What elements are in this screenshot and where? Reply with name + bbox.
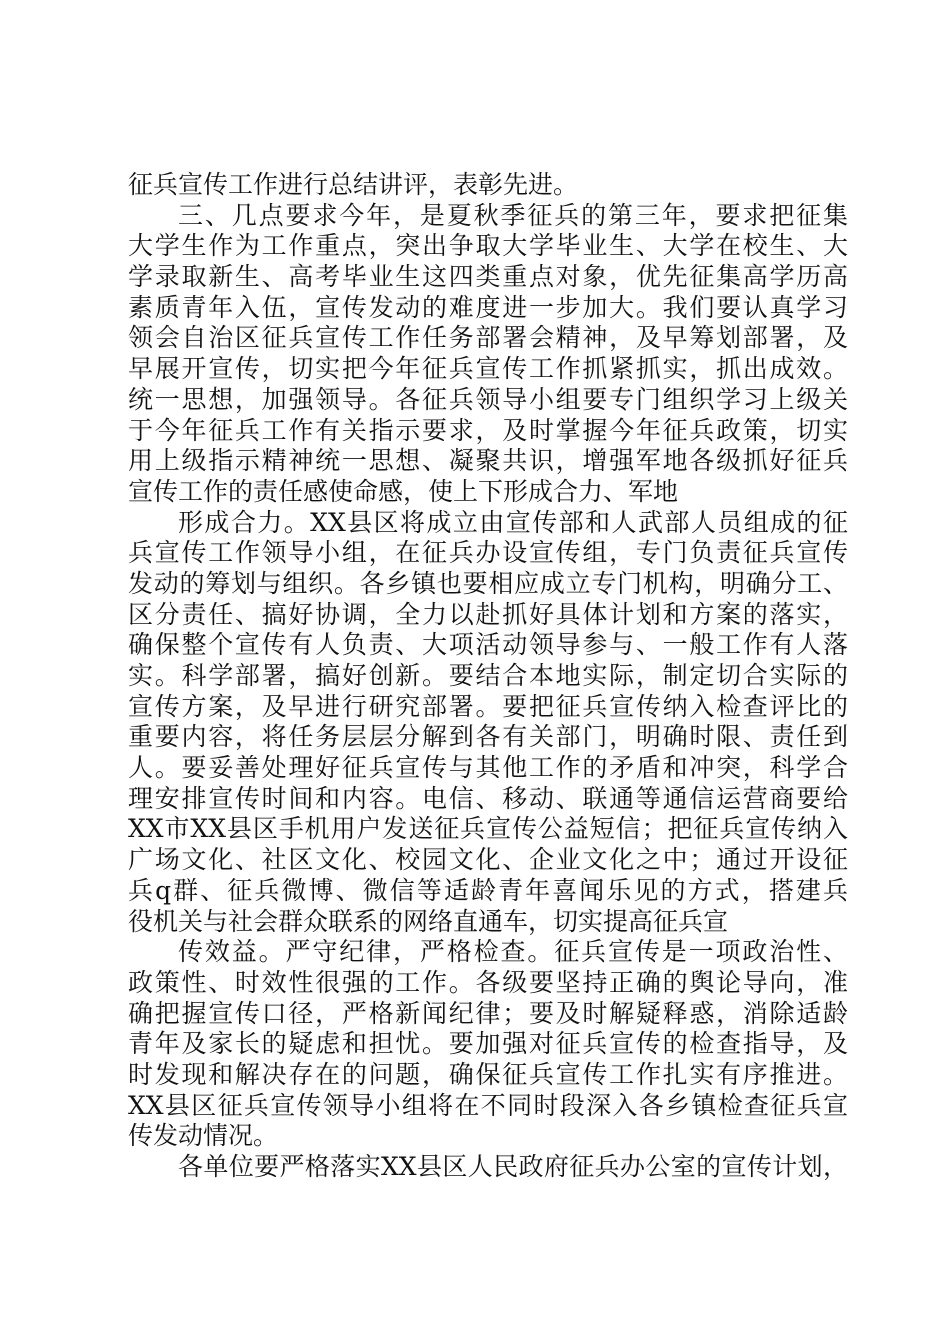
text-line: 宣传方案，及早进行研究部署。要把征兵宣传纳入检查评比的 xyxy=(128,691,848,721)
text-line: 重要内容，将任务层层分解到各有关部门，明确时限、责任到 xyxy=(128,722,848,752)
text-line: 早展开宣传，切实把今年征兵宣传工作抓紧抓实，抓出成效。 xyxy=(128,354,848,384)
text-line: 学录取新生、高考毕业生这四类重点对象，优先征集高学历高 xyxy=(128,262,848,292)
text-line: 理安排宣传时间和内容。电信、移动、联通等通信运营商要给 xyxy=(128,783,848,813)
text-line: 兵宣传工作领导小组，在征兵办设宣传组，专门负责征兵宣传 xyxy=(128,538,848,568)
text-line: 形成合力。XX县区将成立由宣传部和人武部人员组成的征 xyxy=(178,507,848,537)
text-line: 实。科学部署，搞好创新。要结合本地实际，制定切合实际的 xyxy=(128,661,848,690)
text-line: 传发动情况。 xyxy=(128,1121,279,1151)
text-line: 广场文化、社区文化、校园文化、企业文化之中；通过开设征 xyxy=(128,845,848,875)
text-line: 于今年征兵工作有关指示要求，及时掌握今年征兵政策，切实 xyxy=(128,415,848,445)
text-line: 领会自治区征兵宣传工作任务部署会精神，及早筹划部署，及 xyxy=(128,323,848,353)
text-line: 区分责任、搞好协调，全力以赴抓好具体计划和方案的落实， xyxy=(128,599,848,629)
text-line: 确保整个宣传有人负责、大项活动领导参与、一般工作有人落 xyxy=(128,630,848,660)
text-line: 发动的筹划与组织。各乡镇也要相应成立专门机构，明确分工、 xyxy=(128,568,848,598)
text-line: 确把握宣传口径，严格新闻纪律；要及时解疑释惑，消除适龄 xyxy=(128,998,848,1028)
text-line: 三、几点要求今年，是夏秋季征兵的第三年，要求把征集 xyxy=(178,200,848,230)
document-body xyxy=(128,170,848,1183)
text-line: 素质青年入伍，宣传发动的难度进一步加大。我们要认真学习 xyxy=(128,292,848,322)
text-line: XX市XX县区手机用户发送征兵宣传公益短信；把征兵宣传纳入 xyxy=(128,814,848,844)
text-line: 役机关与社会群众联系的网络直通车，切实提高征兵宣 xyxy=(128,906,729,936)
text-line: 青年及家长的疑虑和担忧。要加强对征兵宣传的检查指导，及 xyxy=(128,1029,848,1059)
text-line: 征兵宣传工作进行总结讲评，表彰先进。 xyxy=(128,170,579,199)
text-line: 各单位要严格落实XX县区人民政府征兵办公室的宣传计划， xyxy=(178,1152,848,1181)
text-line: 统一思想，加强领导。各征兵领导小组要专门组织学习上级关 xyxy=(128,384,848,414)
text-line: XX县区征兵宣传领导小组将在不同时段深入各乡镇检查征兵宣 xyxy=(128,1090,848,1120)
text-line: 宣传工作的责任感使命感，使上下形成合力、军地 xyxy=(128,476,679,506)
text-line: 用上级指示精神统一思想、凝聚共识，增强军地各级抓好征兵 xyxy=(128,446,848,476)
text-line: 大学生作为工作重点，突出争取大学毕业生、大学在校生、大 xyxy=(128,231,848,261)
text-line: 政策性、时效性很强的工作。各级要坚持正确的舆论导向，准 xyxy=(128,967,848,997)
text-line: 时发现和解决存在的问题，确保征兵宣传工作扎实有序推进。 xyxy=(128,1059,848,1089)
text-line: 兵q群、征兵微博、微信等适龄青年喜闻乐见的方式，搭建兵 xyxy=(128,875,848,905)
text-line: 人。要妥善处理好征兵宣传与其他工作的矛盾和冲突，科学合 xyxy=(128,753,848,783)
text-line: 传效益。严守纪律，严格检查。征兵宣传是一项政治性、 xyxy=(178,937,848,967)
